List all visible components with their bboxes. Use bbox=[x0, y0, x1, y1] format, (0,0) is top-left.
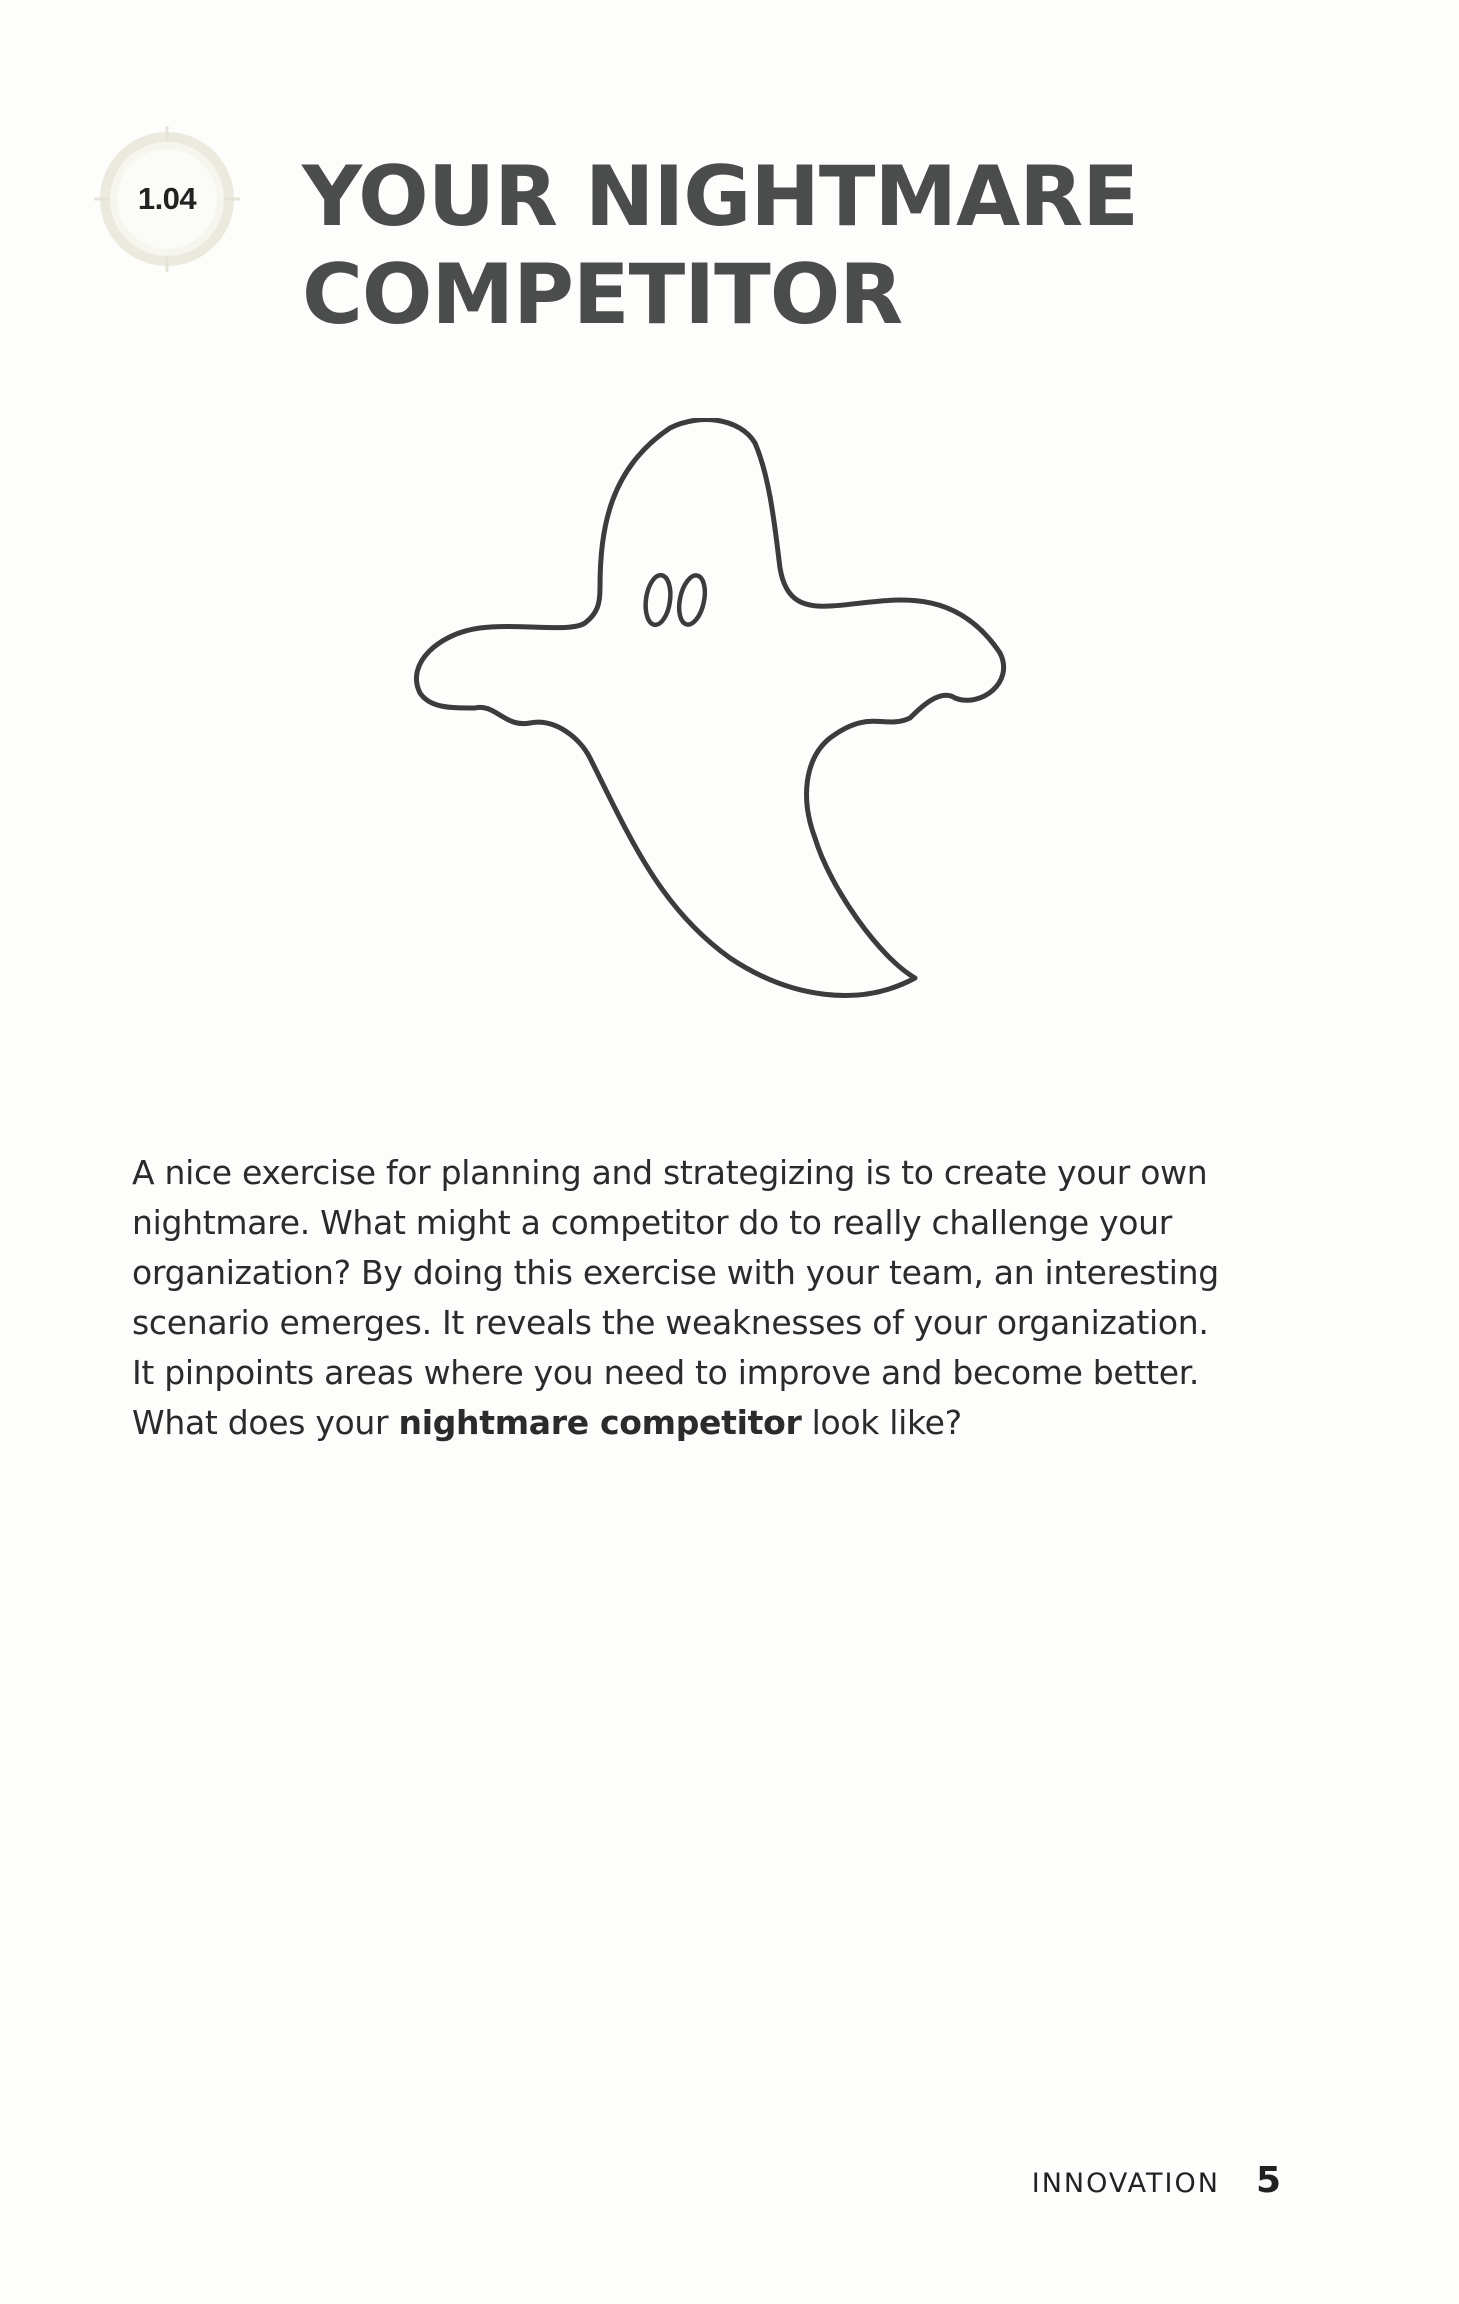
section-number: 1.04 bbox=[137, 181, 197, 216]
title-line-2: COMPETITOR bbox=[302, 246, 903, 343]
page-number: 5 bbox=[1255, 2160, 1281, 2201]
body-line: A nice exercise for planning and strategizing is to create your own bbox=[132, 1153, 1208, 1192]
page-footer bbox=[1032, 2160, 1281, 2201]
body-line: scenario emerges. It reveals the weaknesses of your organization. bbox=[132, 1303, 1209, 1342]
page-title bbox=[302, 148, 1138, 344]
footer-section-name: INNOVATION bbox=[1031, 2168, 1220, 2199]
body-text-segment: look like? bbox=[801, 1403, 962, 1442]
title-line-1: YOUR NIGHTMARE bbox=[302, 148, 1138, 245]
body-line: It pinpoints areas where you need to improve and become better. bbox=[132, 1353, 1200, 1392]
body-paragraph bbox=[132, 1148, 1282, 1448]
body-text-segment: What does your bbox=[132, 1403, 399, 1442]
body-line: nightmare. What might a competitor do to really challenge your bbox=[132, 1203, 1173, 1242]
key-term: nightmare competitor bbox=[398, 1403, 802, 1442]
body-line bbox=[132, 1398, 1282, 1448]
section-badge bbox=[88, 120, 246, 278]
body-line: organization? By doing this exercise with your team, an interesting bbox=[132, 1253, 1219, 1292]
ghost-icon bbox=[410, 418, 1010, 1003]
